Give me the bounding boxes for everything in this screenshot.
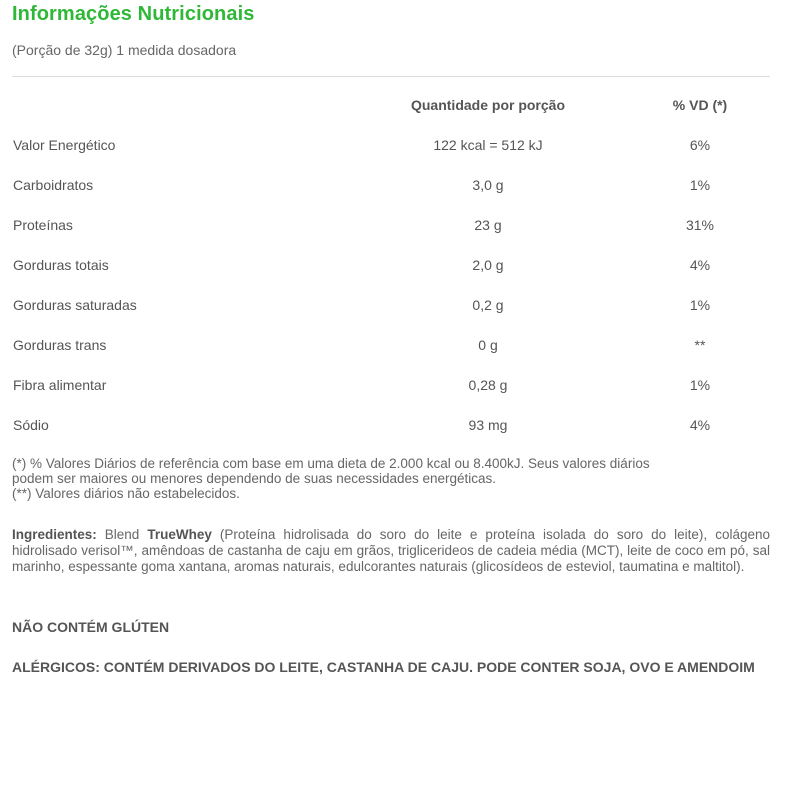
nutrient-name: Proteínas (13, 217, 73, 233)
table-row (0, 297, 800, 317)
nutrient-quantity: 2,0 g (472, 257, 504, 273)
nutrient-name: Gorduras trans (13, 337, 107, 353)
table-row (0, 337, 800, 357)
nutrient-name: Carboidratos (13, 177, 94, 193)
nutrient-vd: 4% (689, 257, 711, 273)
table-row (0, 417, 800, 437)
nutrient-vd: 1% (689, 177, 711, 193)
header-quantity: Quantidade por porção (410, 97, 566, 113)
ingredients-prefix: Blend (96, 527, 148, 542)
nutrient-quantity: 0 g (478, 337, 498, 353)
page-title: Informações Nutricionais (12, 3, 255, 25)
nutrient-vd: 6% (689, 137, 711, 153)
allergens-notice: ALÉRGICOS: CONTÉM DERIVADOS DO LEITE, CASTANHA DE CAJU. PODE CONTER SOJA, OVO E AMENDOIM (12, 659, 755, 675)
ingredients (12, 527, 770, 575)
nutrient-quantity: 3,0 g (472, 177, 504, 193)
nutrient-quantity: 0,28 g (468, 377, 508, 393)
footnote-daily-values-cont: podem ser maiores ou menores dependendo de suas necessidades energéticas. (12, 471, 497, 486)
table-row (0, 217, 800, 237)
nutrient-vd: 1% (689, 377, 711, 393)
nutrient-vd: 1% (689, 297, 711, 313)
nutrient-vd: 31% (685, 217, 715, 233)
serving-size: (Porção de 32g) 1 medida dosadora (12, 42, 237, 58)
header-vd: % VD (*) (672, 97, 728, 113)
nutrient-quantity: 122 kcal = 512 kJ (433, 137, 543, 153)
gluten-notice: NÃO CONTÉM GLÚTEN (12, 619, 170, 635)
ingredients-text: (Proteína hidrolisada do soro do leite e proteína isolada do soro do leite), colágeno hidrolisado verisol™, amêndoas de castanha de caju em grãos, triglicerideos de cadeia média (MCT), leite de coco em pó, sal marinho, espessante goma xantana, aromas naturais, edulcorantes naturais (glicosídeos de esteviol, taumatina e maltitol). (12, 527, 770, 574)
nutrient-name: Fibra alimentar (13, 377, 107, 393)
table-row (0, 177, 800, 197)
table-row (0, 377, 800, 397)
footnote-not-established: (**) Valores diários não estabelecidos. (12, 486, 240, 501)
nutrient-name: Valor Energético (13, 137, 116, 153)
footnote-daily-values: (*) % Valores Diários de referência com base em uma dieta de 2.000 kcal ou 8.400kJ. Seus valores diários (12, 456, 650, 471)
nutrient-name: Sódio (13, 417, 49, 433)
table-row (0, 137, 800, 157)
nutrient-vd: 4% (689, 417, 711, 433)
divider (12, 76, 770, 77)
table-row (0, 257, 800, 277)
ingredients-label: Ingredientes: (12, 527, 97, 542)
nutrient-name: Gorduras saturadas (13, 297, 137, 313)
ingredients-brand: TrueWhey (147, 527, 212, 542)
table-header (0, 97, 800, 117)
nutrient-quantity: 0,2 g (472, 297, 504, 313)
nutrient-vd: ** (694, 337, 706, 353)
nutrient-quantity: 23 g (474, 217, 502, 233)
footnotes (12, 456, 772, 501)
nutrient-name: Gorduras totais (13, 257, 109, 273)
nutrient-quantity: 93 mg (468, 417, 508, 433)
